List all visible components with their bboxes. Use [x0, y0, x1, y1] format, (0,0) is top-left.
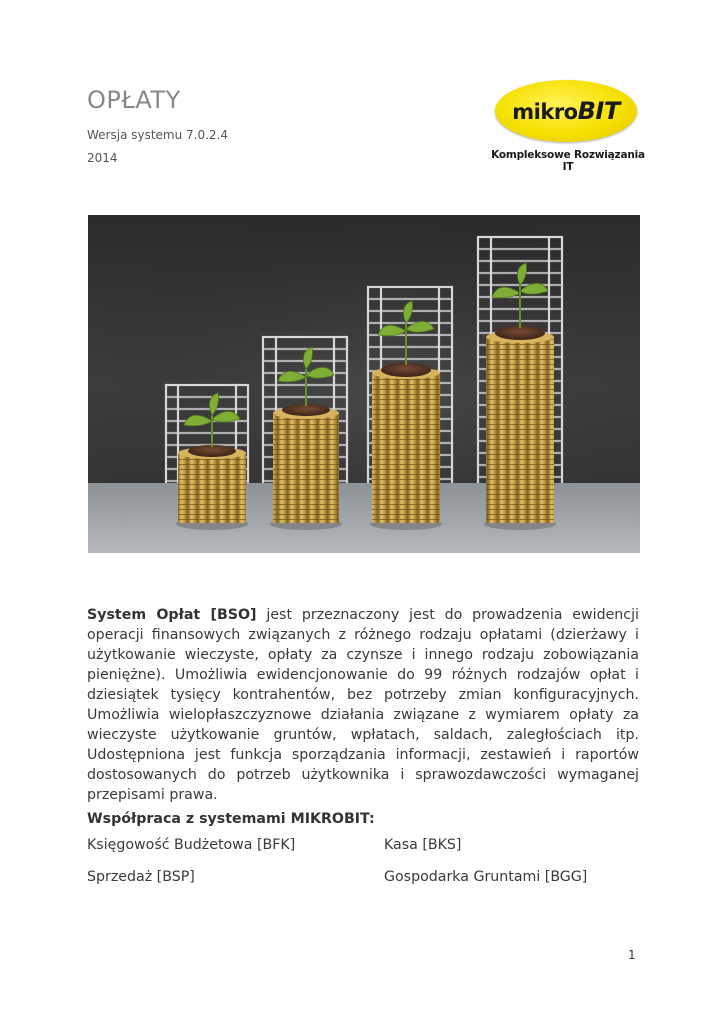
hero-image	[88, 215, 640, 553]
page-number: 1	[628, 948, 636, 962]
cooperation-heading: Współpraca z systemami MIKROBIT:	[87, 811, 375, 827]
intro-text: jest przeznaczony jest do prowadzenia ewidencji operacji finansowych związanych z różnego rodzaju opłatami (dzierżawy i użytkowanie wieczyste, opłaty za czynsze i innego rodzaju zobowiązania pieniężne). Umożliwia ewidencjonowanie do 99 różnych rodzajów opłat i dziesiątek tysięcy kontrahentów, bez potrzeby zmian konfiguracyjnych. Umożliwia wielopłaszczyznowe działania związane z wymiarem opłaty za wieczyste użytkowanie gruntów, wpłatach, saldach, zaległościach itp. Udostępniona jest funkcja sporządzania informacji, zestawień i raportów dostosowanych do potrzeb użytkownika i sprawozdawczości wymaganej przepisami prawa.	[87, 607, 639, 803]
logo-tagline: Kompleksowe Rozwiązania IT	[491, 149, 645, 173]
system-item-bfk: Księgowość Budżetowa [BFK]	[87, 837, 296, 853]
logo-word-light: mikro	[512, 100, 578, 124]
document-title: OPŁATY	[87, 86, 181, 114]
system-item-bgg: Gospodarka Gruntami [BGG]	[384, 869, 588, 885]
logo-wordmark	[512, 97, 619, 125]
system-version: Wersja systemu 7.0.2.4	[87, 128, 229, 142]
logo-ellipse	[495, 80, 637, 142]
system-item-bks: Kasa [BKS]	[384, 837, 462, 853]
mikrobit-logo	[488, 78, 648, 173]
document-year: 2014	[87, 151, 118, 165]
system-item-bsp: Sprzedaż [BSP]	[87, 869, 195, 885]
logo-word-bold: BIT	[577, 97, 620, 125]
intro-paragraph	[87, 605, 639, 805]
intro-lead: System Opłat [BSO]	[87, 607, 257, 623]
